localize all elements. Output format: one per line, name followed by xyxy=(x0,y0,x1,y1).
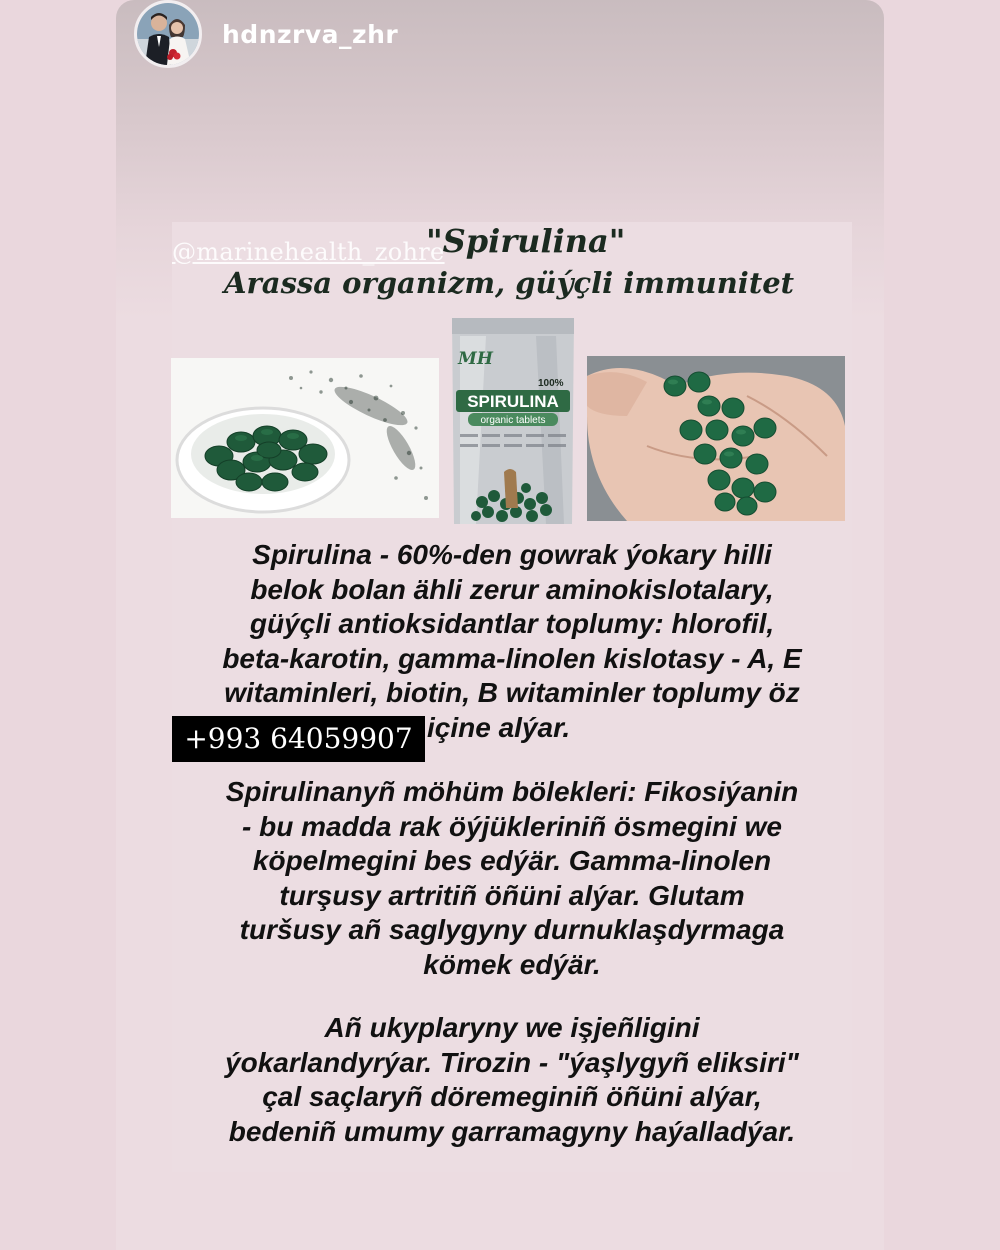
text-line: - bu madda rak öýjükleriniñ ösmegini we xyxy=(242,810,782,842)
bowl-tablets-photo xyxy=(171,358,439,518)
text-line: Spirulinanyñ möhüm bölekleri: Fikosiýanin xyxy=(225,776,799,807)
paragraph-components xyxy=(172,775,852,982)
spirulina-package-photo xyxy=(446,312,580,530)
text-line: witaminleri, biotin, B witaminler toplumy öz xyxy=(224,677,800,708)
post-subtitle: Arassa organizm, güýçli immunitet xyxy=(224,266,795,300)
post-title: "Spirulina" xyxy=(426,222,626,260)
svg-text:organic tablets: organic tablets xyxy=(480,415,546,426)
text-line: içine alýar. xyxy=(427,711,571,743)
story-header xyxy=(116,0,884,80)
text-line: kömek edýär. xyxy=(423,948,601,980)
text-line: köpelmegini bes edýär. Gamma-linolen xyxy=(252,845,772,876)
text-line: ýokarlandyrýar. Tirozin - "ýaşlygyñ eliksiri" xyxy=(225,1046,799,1078)
text-line: Añ ukyplaryny we işjeñligini xyxy=(324,1012,700,1043)
watermark-handle: @marinehealth_zohre xyxy=(172,238,445,266)
text-line: çal saçlaryñ döremeginiñ öñüni alýar, xyxy=(262,1081,762,1112)
text-line: beta-karotin, gamma-linolen kislotasy - A, E xyxy=(222,642,802,674)
hand-tablets-photo xyxy=(587,356,845,521)
paragraph-benefits xyxy=(172,1011,852,1149)
avatar-photo xyxy=(137,3,199,65)
paragraph-composition xyxy=(172,538,852,745)
text-line: bedeniñ umumy garramagyny haýalladýar. xyxy=(228,1115,796,1147)
story-frame[interactable] xyxy=(116,0,884,1250)
text-line: güýçli antioksidantlar toplumy: hlorofil, xyxy=(249,608,775,639)
svg-text:MH: MH xyxy=(458,349,493,369)
phone-number-badge[interactable]: +993 64059907 xyxy=(172,716,425,762)
avatar[interactable] xyxy=(134,0,202,68)
text-line: turşusy artritiñ öñüni alýar. Glutam xyxy=(279,879,745,911)
svg-text:SPIRULINA: SPIRULINA xyxy=(467,392,559,411)
svg-text:100%: 100% xyxy=(538,378,564,389)
story-username[interactable]: hdnzrva_zhr xyxy=(222,20,399,49)
text-line: belok bolan ähli zerur aminokislotalary, xyxy=(250,573,774,605)
text-line: turšusy añ saglygyny durnuklaşdyrmaga xyxy=(239,914,785,945)
text-line: Spirulina - 60%-den gowrak ýokary hilli xyxy=(252,539,772,570)
